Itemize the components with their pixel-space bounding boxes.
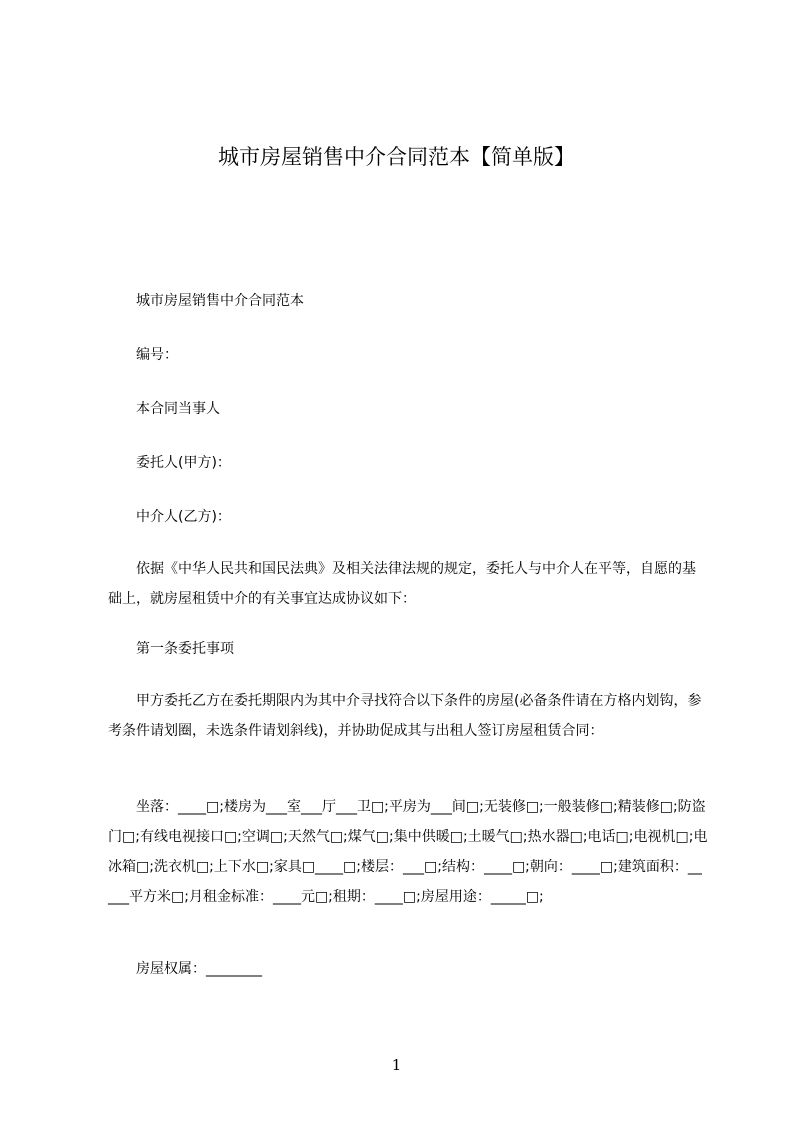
- parties-heading: 本合同当事人: [136, 401, 220, 417]
- property-conditions: 坐落：____□;楼房为___室___厅___卫□;平房为___间□;无装修□;一般装修□;精装修□;防盗门□;有线电视接口□;空调□;天然气□;煤气□;集中供暖□;土暖气□;热水器□;电话□;电视机□;电冰箱□;洗衣机□;上下水□;家具□____□;楼层：___□;结构：____□;朝向：____□;建筑面积：_____平方米□;月租金标准：____元□;租期：____□;房屋用途：_____□;: [108, 799, 708, 905]
- article-1-heading: 第一条委托事项: [136, 641, 234, 657]
- contract-number-label: 编号：: [136, 347, 178, 363]
- intro-paragraph: 依据《中华人民共和国民法典》及相关法律法规的规定，委托人与中介人在平等，自愿的基础上，就房屋租赁中介的有关事宜达成协议如下：: [108, 561, 696, 607]
- party-a-label: 委托人(甲方)：: [136, 455, 231, 471]
- page-number: 1: [391, 1056, 402, 1074]
- article-1-body: 甲方委托乙方在委托期限内为其中介寻找符合以下条件的房屋(必备条件请在方格内划钩，参考条件请划圈，未选条件请划斜线)，并协助促成其与出租人签订房屋租赁合同：: [108, 693, 702, 739]
- document-title: 城市房屋销售中介合同范本【简单版】: [218, 145, 575, 169]
- document-subtitle: 城市房屋销售中介合同范本: [136, 293, 304, 309]
- property-ownership: 房屋权属：________: [136, 961, 262, 977]
- party-b-label: 中介人(乙方)：: [136, 509, 231, 525]
